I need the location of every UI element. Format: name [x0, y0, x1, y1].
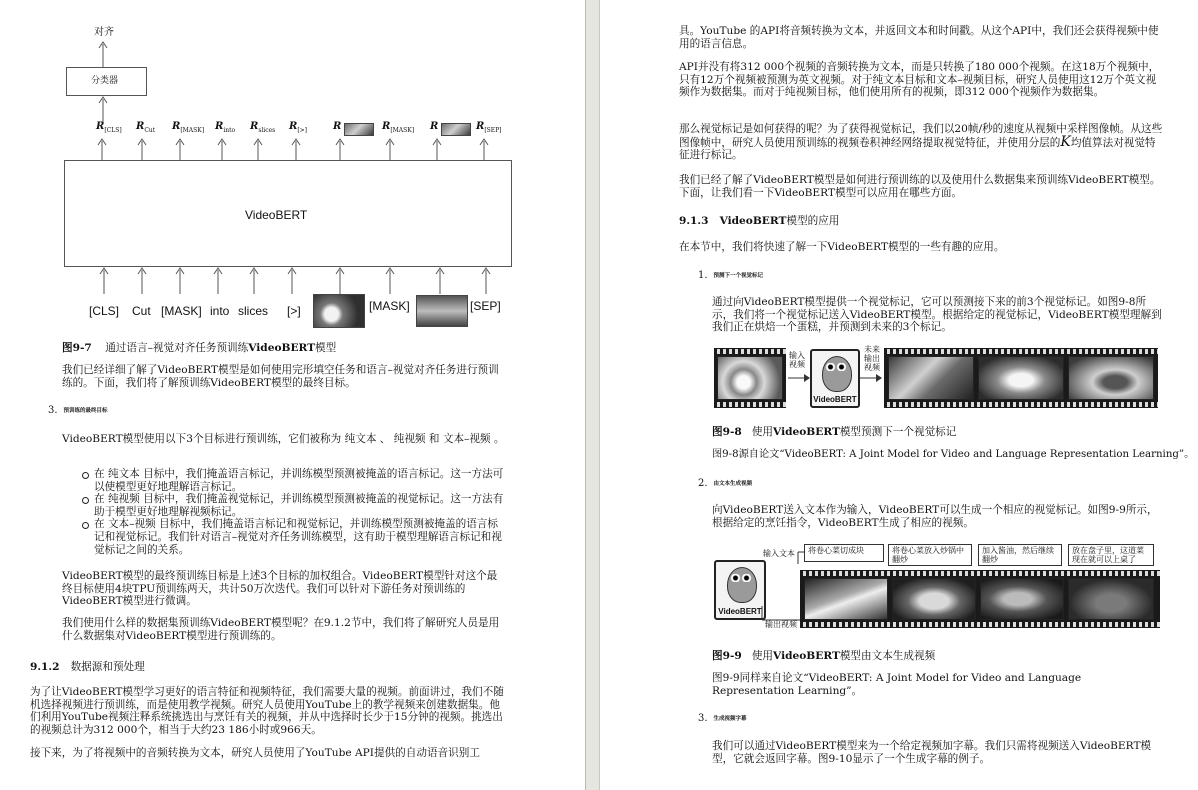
output-arrow [860, 373, 884, 383]
paragraph: VideoBERT模型的最终预训练目标是上述3个目标的加权组合。VideoBERT模型针对这个最终目标使用4块TPU预训练两天，共计50万次迭代。我们可以针对下游任务对预训练的VideoBERT模型进行微调。 [62, 570, 498, 608]
instruction-text-2: 将卷心菜放入炒锅中翻炒 [888, 544, 972, 566]
list-item: 在 纯文本 目标中，我们掩盖语言标记，并训练模型预测被掩盖的语言标记。这一方法可以使模型更好地理解语言标记。 [94, 468, 506, 493]
output-representation-label: $R_{slices}$ [250, 121, 276, 134]
mascot-eyes-icon [730, 574, 752, 582]
figure-9-8-caption [712, 424, 956, 439]
instruction-text-3: 加入酱油，然后继续翻炒 [978, 544, 1062, 566]
paragraph: 我们使用什么样的数据集预训练VideoBERT模型呢？在9.1.2节中，我们将了解研究人员是用什么数据集对VideoBERT模型进行预训练的。 [62, 617, 500, 642]
caption-number: 图9-7 [62, 342, 92, 354]
paragraph: 在本节中，我们将快速了解一下VideoBERT模型的一些有趣的应用。 [679, 241, 1005, 253]
token-sep: [SEP] [470, 299, 501, 313]
input-text-label: 输入文本 [763, 549, 795, 558]
caption-text: 使用 [751, 426, 774, 438]
input-frame [717, 356, 783, 400]
paragraph-text: 那么视觉标记是如何获得的呢？为了获得视觉标记，我们以20帧/秒的速度从视频中采样图像帧。从这些图像帧中，研究人员使用预训练的视频卷积神经网络提取视觉特征，并使用分层的 [679, 123, 1163, 149]
section-heading-9-1-3 [679, 213, 839, 228]
subsection-number: 3. [698, 713, 708, 724]
input-arrow [788, 373, 812, 383]
paragraph: 为了让VideoBERT模型学习更好的语言特征和视频特征，我们需要大量的视频。前面讲过，我们不随机选择视频进行预训练，而是使用教学视频。研究人员使用YouTube上的教学视频来创建数据集。他们利用YouTube视频注释系统挑选出与烹饪有关的视频，并从中选择时长少于15分钟的视频。挑选出的视频总计为312 000个，相当于大约23 186小时或966天。 [30, 686, 504, 736]
output-frame-3 [980, 578, 1064, 620]
videobert-box [64, 160, 512, 267]
classifier-box [66, 67, 147, 96]
alignment-arrow [96, 40, 110, 68]
figure-9-7-caption [62, 340, 336, 355]
caption-text: 模型预测下一个视觉标记 [839, 426, 957, 438]
future-video-label: 未来 输出 视频 [864, 345, 880, 372]
output-representation-label: R [430, 121, 439, 132]
token-slices: slices [238, 304, 269, 318]
subsection-number: 1. [698, 270, 708, 281]
caption-end: 模型 [315, 342, 337, 354]
output-representation-label: $R_{[CLS]}$ [96, 121, 122, 134]
caption-text: 模型由文本生成视频 [839, 650, 936, 662]
paragraph: 具。YouTube 的API将音频转换为文本，并返回文本和时间戳。从这个API中，我们还会获得视频中使用的语言信息。 [679, 25, 1159, 50]
output-frame-thumb [441, 123, 471, 136]
math-k: K [1060, 133, 1071, 150]
alignment-label: 对齐 [94, 27, 114, 38]
output-frames-strip [800, 570, 1160, 628]
output-frame-thumb [344, 123, 374, 136]
page-gutter [585, 0, 600, 790]
output-representation-label: $R_{[MASK]}$ [382, 121, 415, 134]
token-cls: [CLS] [89, 304, 120, 318]
list-item: 在 文本–视频 目标中，我们掩盖语言标记和视觉标记，并训练模型预测被掩盖的语言标记和视觉标记。我们针对语言–视觉对齐任务训练模型，这有助于模型理解语言标记和视觉标记之间的关系。 [94, 518, 506, 556]
instruction-text-1: 将卷心菜切成块 [804, 544, 884, 562]
output-representation-label: R [333, 121, 342, 132]
left-page [0, 0, 585, 790]
paragraph: VideoBERT模型使用以下3个目标进行预训练，它们被称为 纯文本 、 纯视频 和 文本–视频 。 [62, 433, 505, 445]
caption-bold: VideoBERT [773, 426, 840, 438]
section-number: 9.1.2 [30, 661, 60, 673]
paragraph: 向VideoBERT送入文本作为输入，VideoBERT可以生成一个相应的视觉标记。如图9-9所示，根据给定的烹饪指令，VideoBERT生成了相应的视频。 [712, 504, 1158, 529]
right-page [600, 0, 1198, 790]
videobert-mascot [810, 349, 860, 408]
input-arrows [0, 266, 585, 296]
figure-source: 图9-9同样来自论文“VideoBERT: A Joint Model for Video and Language Representation Learning”。 [712, 672, 1082, 697]
videobert-model-label: VideoBERT [245, 208, 308, 222]
section-heading-3 [48, 405, 108, 416]
subsection-heading-3 [698, 713, 747, 724]
output-representation-label: $R_{into}$ [215, 121, 236, 134]
mascot-label: VideoBERT [813, 395, 857, 404]
figure-9-8 [714, 345, 1160, 412]
output-video-label: 输出视频 [765, 620, 797, 629]
list-item: 在 纯视频 目标中，我们掩盖视觉标记，并训练模型预测被掩盖的视觉标记。这一方法有助于模型更好地理解视频标记。 [94, 493, 506, 518]
caption-bold: VideoBERT [773, 650, 840, 662]
mascot-face-icon [727, 567, 757, 603]
video-frame-thumb-1 [313, 294, 365, 328]
caption-bold: VideoBERT [248, 342, 316, 354]
paragraph: 我们已经详细了解了VideoBERT模型是如何使用完形填空任务和语言–视觉对齐任务进行预训练的。下面，我们将了解预训练VideoBERT模型的最终目标。 [62, 364, 499, 389]
section-number: 9.1.3 [679, 215, 709, 227]
future-frame-2 [978, 356, 1064, 400]
token-next: [>] [287, 304, 301, 318]
section-heading-9-1-2 [30, 659, 145, 674]
future-frame-1 [888, 356, 974, 400]
output-representation-label: $R_{Cut}$ [136, 121, 156, 134]
paragraph-text: 均值算法对视觉特征进行标记。 [679, 136, 1156, 162]
output-representation-label: $R_{[SEP]}$ [476, 121, 502, 134]
paragraph: API并没有将312 000个视频的音频转换为文本，而是只转换了180 000个视频。在这18万个视频中，只有12万个视频被预测为英文视频。对于纯文本目标和文本–视频目标，研究人员使用这12万个英文视频作为数据集。而对于纯视频目标，他们使用所有的视频，即312 000个视频作为数据集。 [679, 61, 1160, 99]
mascot-face-icon [822, 356, 852, 392]
future-frames-strip [884, 348, 1158, 408]
input-frame-strip [714, 348, 786, 408]
output-frame-4 [1068, 578, 1154, 620]
caption-text: 使用 [751, 650, 774, 662]
caption-number: 图9-8 [712, 426, 742, 438]
token-into: into [210, 304, 230, 318]
section-title: 模型的应用 [786, 215, 840, 227]
token-mask: [MASK] [161, 304, 202, 318]
token-video-mask: [MASK] [369, 299, 410, 313]
section-title: 预训练的最终目标 [63, 408, 108, 414]
figure-source: 图9-8源自论文“VideoBERT: A Joint Model for Video and Language Representation Learning”。 [712, 449, 1195, 460]
classifier-label: 分类器 [91, 76, 119, 86]
paragraph: 我们已经了解了VideoBERT模型是如何进行预训练的以及使用什么数据集来预训练VideoBERT模型。下面，让我们看一下VideoBERT模型可以应用在哪些方面。 [679, 174, 1161, 199]
paragraph [679, 123, 1164, 162]
input-video-label: 输入 视频 [789, 351, 805, 369]
mascot-eyes-icon [825, 363, 847, 371]
figure-9-9-caption [712, 648, 935, 663]
token-cut: Cut [132, 304, 151, 318]
subsection-title: 预测下一个视觉标记 [713, 273, 764, 279]
subsection-number: 2. [698, 478, 708, 489]
section-number: 3. [48, 405, 58, 416]
objective-list [94, 468, 506, 556]
figure-9-9 [714, 540, 1160, 632]
paragraph: 接下来，为了将视频中的音频转换为文本，研究人员使用了YouTube API提供的自动语音识别工 [30, 747, 480, 759]
caption-number: 图9-9 [712, 650, 742, 662]
output-representation-label: $R_{[>]}$ [289, 121, 308, 134]
subsection-heading-2 [698, 478, 752, 489]
output-frame-2 [892, 578, 976, 620]
caption-text: 通过语言–视觉对齐任务预训练 [105, 342, 249, 354]
section-title-bold: VideoBERT [719, 215, 787, 227]
output-representation-label: $R_{[MASK]}$ [172, 121, 205, 134]
subsection-title: 生成视频字幕 [713, 716, 747, 722]
mascot-label: VideoBERT [718, 607, 762, 616]
videobert-mascot [714, 560, 766, 620]
future-frame-3 [1068, 356, 1154, 400]
paragraph: 通过向VideoBERT模型提供一个视觉标记，它可以预测接下来的前3个视觉标记。如图9-8所示，我们将一个视觉标记送入VideoBERT模型。根据给定的视觉标记，VideoBERT模型理解到我们正在烘焙一个蛋糕，并预测到未来的3个标记。 [712, 296, 1162, 334]
subsection-heading-1 [698, 270, 763, 281]
section-title: 数据源和预处理 [70, 661, 145, 673]
figure-9-7 [0, 0, 585, 335]
subsection-title: 由文本生成视频 [713, 481, 753, 487]
instruction-text-4: 放在盘子里，这道菜现在就可以上桌了 [1068, 544, 1154, 566]
paragraph: 我们可以通过VideoBERT模型来为一个给定视频加字幕。我们只需将视频送入VideoBERT模型，它就会返回字幕。图9-10显示了一个生成字幕的例子。 [712, 740, 1152, 765]
output-frame-1 [804, 578, 888, 620]
video-frame-thumb-2 [416, 295, 468, 327]
